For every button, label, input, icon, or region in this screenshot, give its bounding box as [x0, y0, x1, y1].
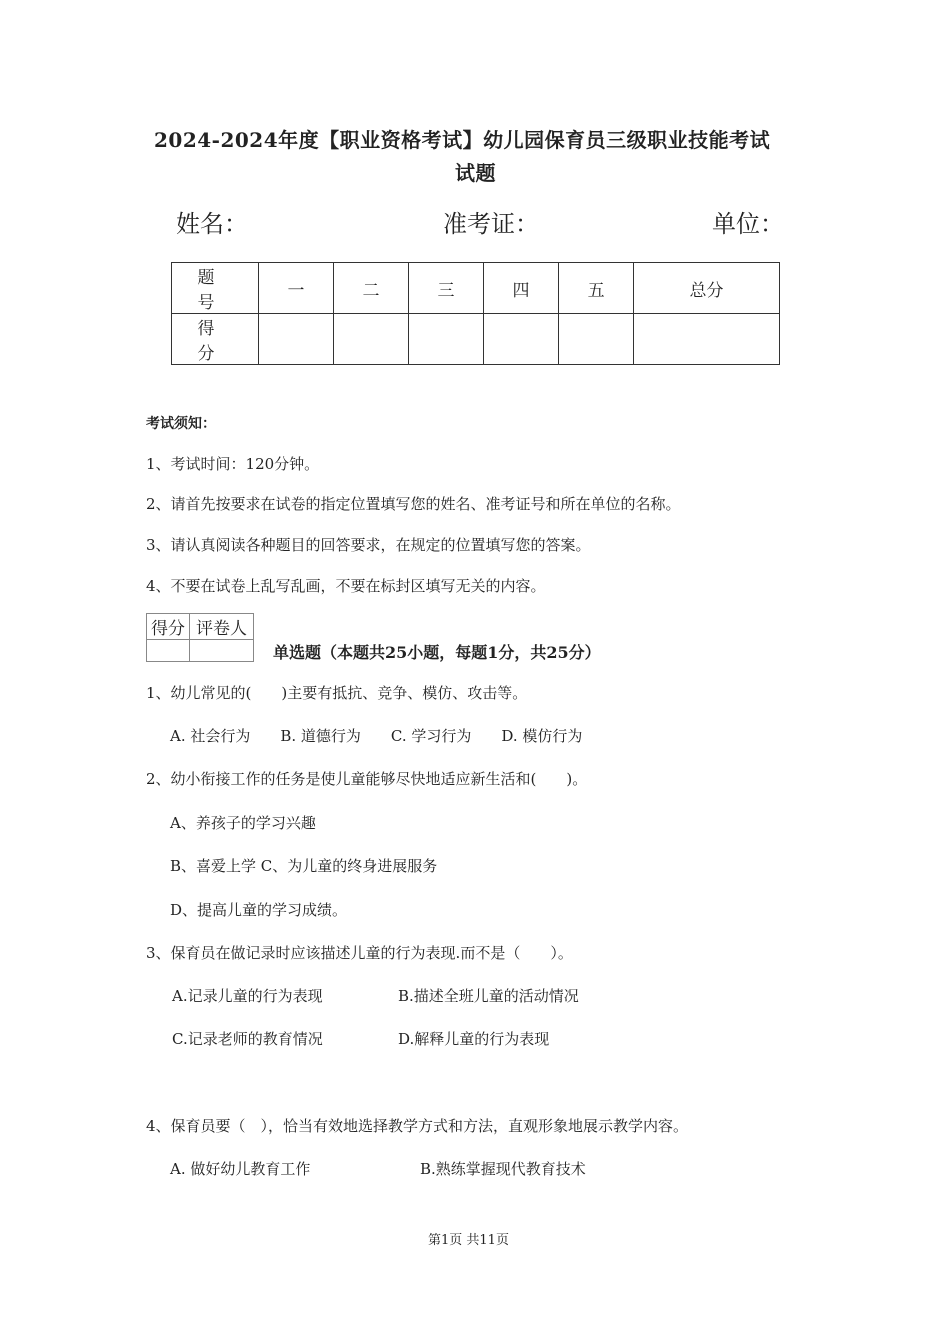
- score-table: [171, 262, 780, 365]
- question-number-header: 题 号: [172, 263, 259, 314]
- score-cell[interactable]: [559, 314, 634, 365]
- unit-field-label: 单位：: [712, 210, 784, 238]
- question-2-stem: 2、幼小衔接工作的任务是使儿童能够尽快地适应新生活和( )。: [146, 770, 588, 788]
- score-table-score-row: [172, 314, 780, 365]
- score-cell[interactable]: [409, 314, 484, 365]
- question-4-stem: 4、保育员要（ ），恰当有效地选择教学方式和方法，直观形象地展示教学内容。: [146, 1117, 689, 1135]
- notice-item: 1、考试时间：120分钟。: [146, 455, 320, 473]
- column-header: 五: [559, 263, 634, 314]
- question-4-option-b: B.熟练掌握现代教育技术: [420, 1160, 586, 1178]
- question-2-option-bc: B、喜爱上学 C、为儿童的终身进展服务: [170, 857, 438, 875]
- question-1-options: A. 社会行为 B. 道德行为 C. 学习行为 D. 模仿行为: [170, 727, 583, 745]
- name-field-label: 姓名：: [176, 210, 248, 238]
- notice-heading: 考试须知：: [146, 416, 216, 432]
- notice-item: 2、请首先按要求在试卷的指定位置填写您的姓名、准考证号和所在单位的名称。: [146, 495, 681, 513]
- question-3-option-d: D.解释儿童的行为表现: [398, 1030, 550, 1048]
- score-header: 得 分: [172, 314, 259, 365]
- question-2-option-a: A、养孩子的学习兴趣: [170, 814, 316, 832]
- column-header: 四: [484, 263, 559, 314]
- exam-id-field-label: 准考证：: [443, 210, 539, 238]
- column-header: 三: [409, 263, 484, 314]
- grader-score-label: 得分: [147, 614, 190, 640]
- document-title-line1: 2024-2024年度【职业资格考试】幼儿园保育员三级职业技能考试: [154, 128, 771, 152]
- question-4-option-a: A. 做好幼儿教育工作: [170, 1160, 311, 1178]
- notice-item: 4、不要在试卷上乱写乱画，不要在标封区填写无关的内容。: [146, 577, 546, 595]
- score-cell[interactable]: [634, 314, 780, 365]
- grader-box: [146, 613, 254, 662]
- question-3-option-a: A.记录儿童的行为表现: [172, 987, 323, 1005]
- score-cell[interactable]: [484, 314, 559, 365]
- question-3-stem: 3、保育员在做记录时应该描述儿童的行为表现.而不是（ ）。: [146, 944, 573, 962]
- column-header: 总分: [634, 263, 780, 314]
- grader-score-cell[interactable]: [147, 640, 190, 662]
- score-cell[interactable]: [334, 314, 409, 365]
- document-title-line2: 试题: [455, 161, 496, 185]
- question-3-option-c: C.记录老师的教育情况: [172, 1030, 323, 1048]
- question-3-option-b: B.描述全班儿童的活动情况: [398, 987, 579, 1005]
- column-header: 一: [259, 263, 334, 314]
- column-header: 二: [334, 263, 409, 314]
- grader-name-label: 评卷人: [190, 614, 254, 640]
- score-cell[interactable]: [259, 314, 334, 365]
- grader-name-cell[interactable]: [190, 640, 254, 662]
- score-table-header-row: [172, 263, 780, 314]
- section-title: 单选题（本题共25小题，每题1分，共25分）: [273, 643, 601, 662]
- notice-item: 3、请认真阅读各种题目的回答要求，在规定的位置填写您的答案。: [146, 536, 591, 554]
- question-1-stem: 1、幼儿常见的( )主要有抵抗、竞争、模仿、攻击等。: [146, 684, 528, 702]
- page-footer: 第1页 共11页: [428, 1233, 509, 1248]
- question-2-option-d: D、提高儿童的学习成绩。: [170, 901, 348, 919]
